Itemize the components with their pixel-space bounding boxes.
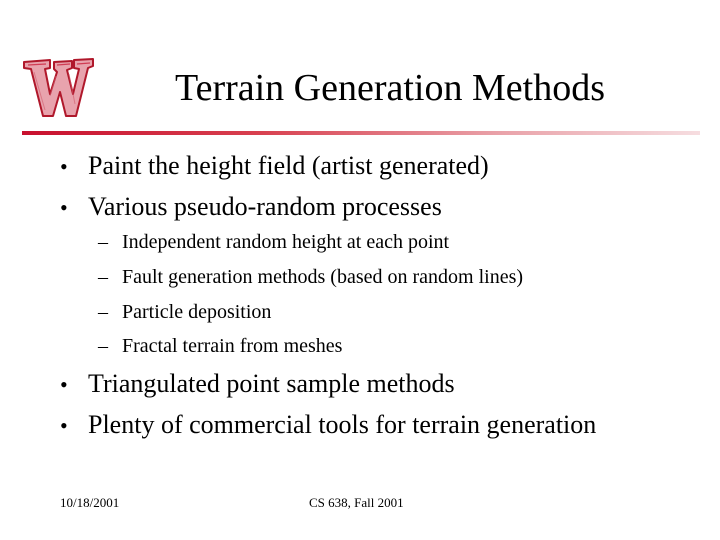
- bullet-text: Paint the height field (artist generated): [88, 151, 489, 180]
- bullet-item: [60, 191, 442, 224]
- sub-bullet-marker: –: [98, 335, 108, 357]
- bullet-text: Triangulated point sample methods: [88, 369, 455, 398]
- sub-bullet-item: [98, 333, 342, 359]
- sub-bullet-item: [98, 264, 523, 290]
- bullet-text: Various pseudo-random processes: [88, 192, 442, 221]
- sub-bullet-item: [98, 229, 449, 255]
- bullet-item: [60, 409, 596, 442]
- sub-bullet-text: Independent random height at each point: [122, 231, 450, 253]
- footer-course: CS 638, Fall 2001: [309, 495, 404, 510]
- bullet-item: [60, 150, 489, 183]
- wisconsin-w-logo-icon: [20, 52, 96, 122]
- footer-date: 10/18/2001: [60, 495, 120, 510]
- bullet-marker: •: [60, 413, 68, 438]
- sub-bullet-text: Fault generation methods (based on random lines): [122, 266, 524, 288]
- bullet-text: Plenty of commercial tools for terrain generation: [88, 410, 597, 439]
- bullet-marker: •: [60, 154, 68, 179]
- bullet-marker: •: [60, 195, 68, 220]
- sub-bullet-marker: –: [98, 231, 108, 253]
- title-divider-rule: [22, 131, 700, 135]
- slide-title: Terrain Generation Methods: [175, 67, 605, 109]
- bullet-marker: •: [60, 372, 68, 397]
- bullet-item: [60, 368, 455, 401]
- sub-bullet-text: Fractal terrain from meshes: [122, 335, 343, 357]
- sub-bullet-item: [98, 299, 271, 325]
- sub-bullet-marker: –: [98, 301, 108, 323]
- sub-bullet-marker: –: [98, 266, 108, 288]
- sub-bullet-text: Particle deposition: [122, 301, 272, 323]
